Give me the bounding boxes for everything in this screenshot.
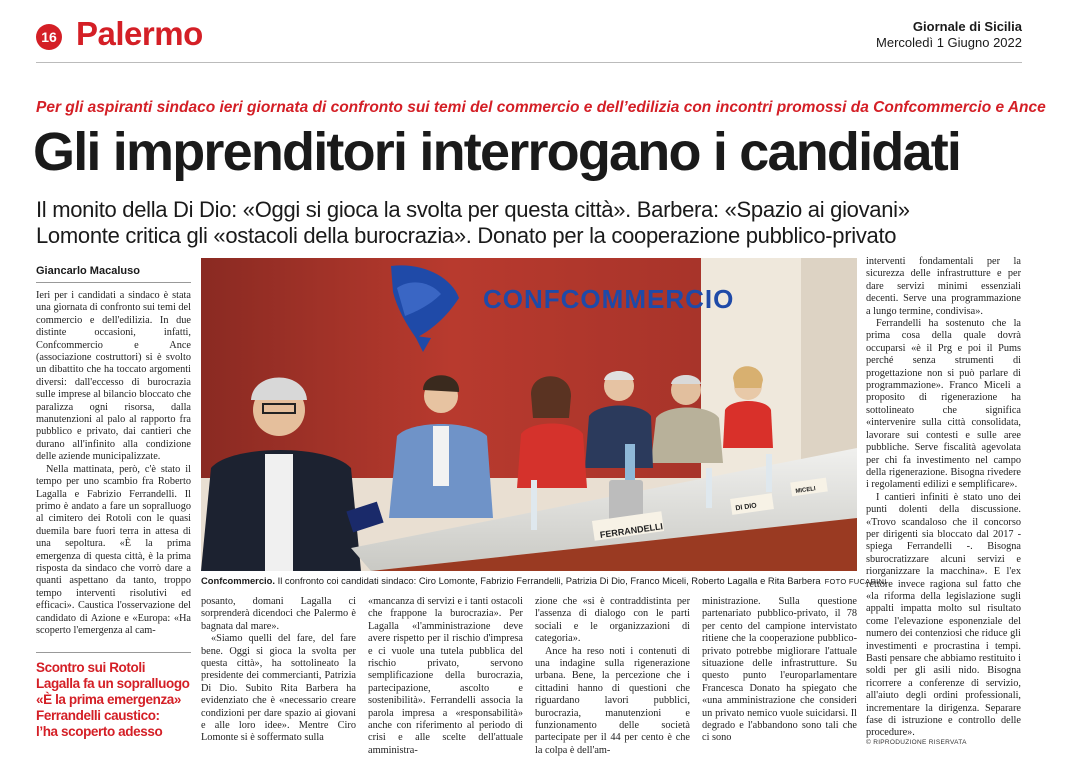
photo-illustration: [201, 258, 857, 571]
caption-text: Il confronto coi candidati sindaco: Ciro Lomonte, Fabrizio Ferrandelli, Patrizia Di Dio, Franco Miceli, Roberto Lagalla e Rita Barbera: [274, 575, 821, 586]
paragraph: interventi fondamentali per la sicurezza delle infrastrutture e per dare servizi minimi essenziali decenti. Serve una programmazione a lungo termine, condivisa».: [866, 256, 1021, 317]
article-column-1: [36, 290, 191, 644]
photo-credit: FOTO FUCARINI: [824, 577, 887, 586]
sidebar-divider: [36, 652, 191, 653]
article-photo: [201, 258, 857, 571]
article-column-6: [866, 256, 1021, 739]
photo-caption: [201, 575, 887, 588]
sidebar-line: Lagalla fa un sopralluogo: [36, 676, 190, 691]
paragraph: ministrazione. Sulla questione partenariato pubblico-privato, il 78 per cento del campione intervistato ritiene che la cooperazione pubblico-privato potrebbe migliorare l'attuale situazione delle infrastrutture. Su questo punto l'europarlamentare Francesca Donato ha spiegato che «una amministrazione che consideri un privato nemico vuole suicidarsi. Il degrado e l'abbandono sono tali che ci sono: [702, 596, 857, 744]
nameplate-left: FERRANDELLI: [599, 521, 664, 540]
kicker: Per gli aspiranti sindaco ieri giornata di confronto sui temi del commercio e dell’edilizia con incontri promossi da Confcommercio e Ance: [36, 99, 1046, 116]
sidebar-line: Scontro sui Rotoli: [36, 660, 146, 675]
paragraph: zione che «si è contraddistinta per l'assenza di dialogo con le parti sociali e le organizzazioni di categoria».: [535, 596, 690, 645]
byline: Giancarlo Macaluso: [36, 265, 140, 277]
nameplate-mid: DI DIO: [735, 502, 758, 513]
paragraph: posanto, domani Lagalla ci sorprenderà dicendoci che Palermo è bagnata dal mare».: [201, 596, 356, 632]
paragraph: I cantieri infiniti è stato uno dei punti dolenti della discussione. «Trovo scandaloso che il concorso per dirigenti sia bloccato dal 2017 - spiega Ferrandelli -. Bisogna sburocratizzare alcuni servizi e riorganizzare la macchina». E l'ex rettore invece ragiona sul fatto che «la riforma della legislazione sugli appalti impatta molto sul risultato come l'elevazione esponenziale del numero dei contenziosi che riduce gli investimenti e procrastina i tempi. Basti pensare che abbiamo restituito i soldi per gli asili nido. Bisogna ricorrere a conferenze di servizio, all'aiuto degli ordini professionali, incrementare la dirigenza. Separare fase di istruzione e controllo delle procedure».: [866, 491, 1021, 739]
newspaper-name: Giornale di Sicilia: [912, 19, 1022, 34]
banner-text: CONFCOMMERCIO: [483, 284, 735, 314]
article-column-4: [535, 596, 690, 756]
paragraph: «mancanza di servizi e i tanti ostacoli che frappone la burocrazia». Per Lagalla «l'amministrazione deve avere rispetto per il rischio d'impresa e ci vuole una tutela pubblica del rischio privato, servono semplificazione della burocrazia, partecipazione, ascolto e sostenibilità». Ferrandelli associa la parola impresa a «responsabilità» anche con riferimento al periodo di crisi e alle scelte dell'attuale amministra-: [368, 596, 523, 756]
sidebar-line: «È la prima emergenza»: [36, 692, 182, 707]
masthead: [876, 19, 1022, 51]
sidebar-line: Ferrandelli caustico:: [36, 708, 160, 723]
header-divider: [36, 62, 1022, 63]
subheadline-1: Il monito della Di Dio: «Oggi si gioca la svolta per questa città». Barbera: «Spazio ai giovani»: [36, 197, 910, 222]
paragraph: Ferrandelli ha sostenuto che la prima cosa della quale dovrà occuparsi «è il Prg e poi il Pums perché senza strumenti di progettazione non si può parlare di programmazione». Franco Miceli a proposito di rigenerazione ha sottolineato che significa «intervenire sulla città consolidata, lavorare sui contesti e sulle aree pubbliche. Serve fiscalità agevolata per chi fa investimento nel campo della rigenerazione. Bisogna rivedere i regolamenti edilizi e semplificare».: [866, 318, 1021, 491]
paragraph: Nella mattinata, però, c'è stato il tempo per uno scambio fra Roberto Lagalla e Fabrizio Ferrandelli. Il primo è andato a fare un sopralluogo al cimitero dei Rotoli con le quasi duemila bare fuori terra in attesa di una sepoltura. «È la prima emergenza di questa città, è la prima risposta da sindaco che vorrò dare a quanti aspettano da tanto, troppo tempo interventi risolutivi ed efficaci». Caustica l'osservazione del candidato di Azione e «Europa: «Ha scoperto l'emergenza al cam-: [36, 463, 191, 636]
paragraph: Ance ha reso noti i contenuti di una indagine sulla rigenerazione urbana. Bene, la percezione che i cittadini hanno di questioni che riguardano lavori pubblici, burocrazia, manutenzioni e funzionamento delle società partecipate per il 44 per cento è che la colpa è dell'am-: [535, 645, 690, 756]
nameplate-right: MICELI: [795, 486, 817, 495]
article-column-3: [368, 596, 523, 756]
caption-lead: Confcommercio.: [201, 575, 275, 586]
headline: Gli imprenditori interrogano i candidati: [33, 122, 961, 182]
copyright-notice: © RIPRODUZIONE RISERVATA: [866, 739, 967, 746]
section-title: Palermo: [76, 15, 203, 52]
sidebar-box: [36, 660, 196, 740]
paragraph: Ieri per i candidati a sindaco è stata una giornata di confronto sui temi del commercio e dell'edilizia. In due distinte occasioni, infatti, Confcommercio e Ance (associazione costruttori) si è svolto un dibattito che ha toccato argomenti diversi: dall'eccesso di burocrazia sulle imprese al bilancio bloccato che paralizza ogni risorsa, dalla manutenzioni al palo al rapporto fra pubblico e privato, dai cantieri che durano all'infinito alla condizione delle aziende municipalizzate.: [36, 290, 191, 463]
paragraph: «Siamo quelli del fare, del fare bene. Oggi si gioca la svolta per questa città», ha sottolineato la presidente dei commercianti, Patrizia Di Dio. Subito Rita Barbera ha evidenziato che è «necessario creare condizioni per dare spazio ai giovani e alle loro idee». Mentre Ciro Lomonte si è soffermato sulla: [201, 633, 356, 744]
sidebar-line: l’ha scoperto adesso: [36, 724, 163, 739]
article-column-2: [201, 596, 356, 746]
subheadline-2: Lomonte critica gli «ostacoli della burocrazia». Donato per la cooperazione pubblico-privato: [36, 223, 897, 248]
byline-divider: [36, 282, 191, 283]
issue-date: Mercoledì 1 Giugno 2022: [876, 35, 1022, 50]
page-number-badge: 16: [36, 24, 62, 50]
article-column-5: [702, 596, 857, 746]
